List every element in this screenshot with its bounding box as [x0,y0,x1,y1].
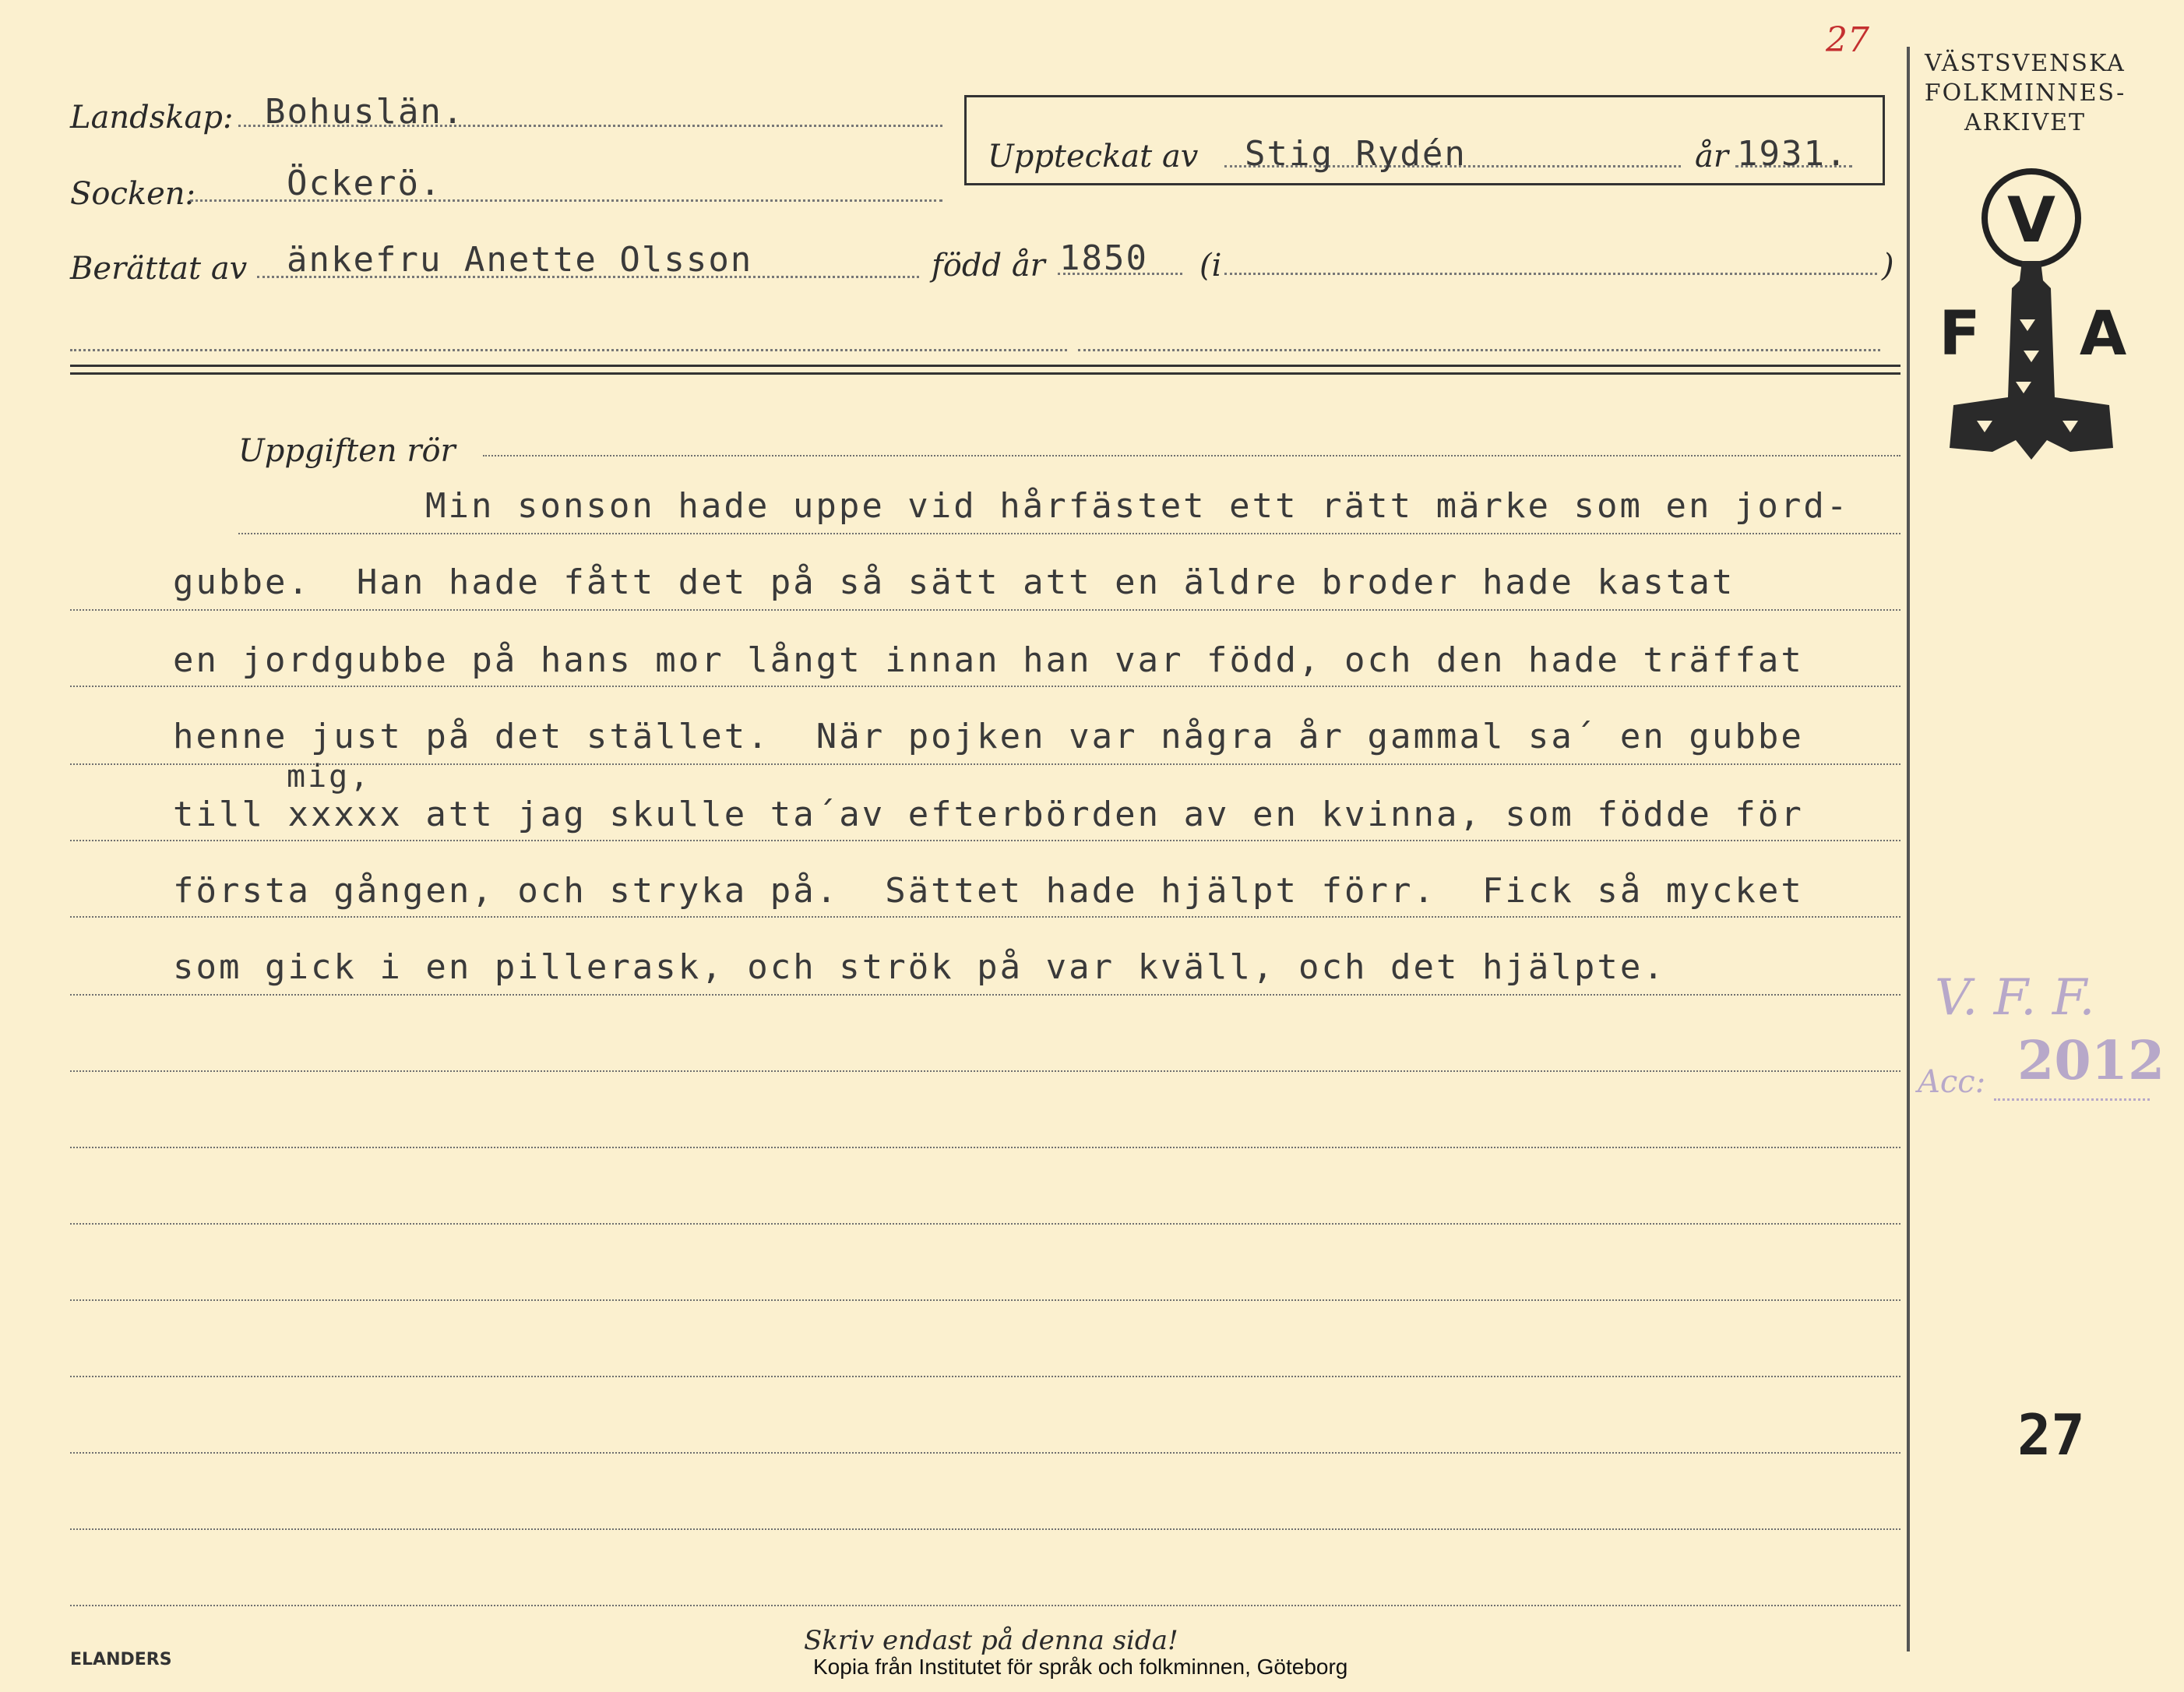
copy-note: Kopia från Institutet för språk och folkminnen, Göteborg [813,1655,1348,1679]
socken-value: Öckerö. [287,164,442,203]
printer-mark: ELANDERS [70,1650,172,1669]
archive-name-line-2: FOLKMINNES- [1924,79,2126,107]
paren-line [1224,273,1877,275]
archive-name-line-1: VÄSTSVENSKA [1925,50,2126,77]
ruled-line [70,1223,1900,1225]
ruled-line [70,1452,1900,1454]
body-line-5: till xxxxx att jag skulle ta´av efterbörden av en kvinna, som födde för [173,795,1804,834]
recorder-label: Uppteckat av [988,139,1199,174]
ruled-line [70,1376,1900,1377]
ruled-line [70,1147,1900,1148]
narrator-value: änkefru Anette Olsson [287,240,753,280]
subject-label: Uppgiften rör [238,433,456,469]
vff-stamp-text: V. F. F. [1935,969,2095,1027]
body-line-4: henne just på det stället. När pojken var några år gammal sa´ en gubbe [173,717,1804,756]
body-line-1: Min sonson hade uppe vid hårfästet ett rätt märke som en jord- [425,486,1850,526]
ruled-line [70,686,1900,687]
acc-stamp-number: 2012 [2017,1030,2165,1092]
subject-line [483,455,1900,456]
ruled-line [70,609,1900,611]
socken-label: Socken: [70,176,196,212]
ruled-line [70,1605,1900,1606]
ruled-line [70,1528,1900,1530]
year-label: år [1695,139,1728,174]
born-label: född år [932,248,1045,284]
ruled-line [70,1070,1900,1072]
logo-letter-v: V [2007,184,2055,256]
vfa-logo-icon [1930,164,2133,467]
body-line-3: en jordgubbe på hans mor långt innan han var född, och den hade träffat [173,640,1804,680]
ruled-line [238,533,1900,534]
acc-stamp-line [1994,1098,2150,1101]
archive-name-line-3: ARKIVET [1964,109,2087,136]
double-rule-top [70,365,1900,367]
red-archive-number: 27 [1826,20,1869,60]
ruled-line [70,840,1900,841]
ruled-line [70,1299,1900,1301]
paren-close: ) [1882,248,1894,284]
page-number: 27 [2017,1402,2085,1468]
narrator-label: Berättat av [70,251,248,287]
header-extra-line-left [70,349,1067,351]
logo-letter-a: A [2079,299,2127,369]
landskap-value: Bohuslän. [265,92,465,132]
body-line-7: som gick i en pillerask, och strök på var kväll, och det hjälpte. [173,947,1666,987]
recorder-value: Stig Rydén [1245,134,1467,174]
footer-note: Skriv endast på denna sida! [804,1625,1178,1656]
born-value: 1850 [1059,238,1148,278]
header-extra-line-right [1078,349,1880,351]
ruled-line [70,994,1900,996]
double-rule-bottom [70,372,1900,375]
body-line-6: första gången, och stryka på. Sättet hade hjälpt förr. Fick så mycket [173,871,1804,911]
year-value: 1931. [1737,134,1848,174]
margin-divider [1907,47,1910,1651]
insertion-text: mig, [287,759,372,795]
paren-open: (i [1199,248,1222,284]
logo-letter-f: F [1939,299,1981,369]
landskap-label: Landskap: [70,100,234,136]
ruled-line [70,916,1900,918]
body-line-2: gubbe. Han hade fått det på så sätt att en äldre broder hade kastat [173,562,1735,602]
acc-stamp-label: Acc: [1918,1064,1986,1100]
